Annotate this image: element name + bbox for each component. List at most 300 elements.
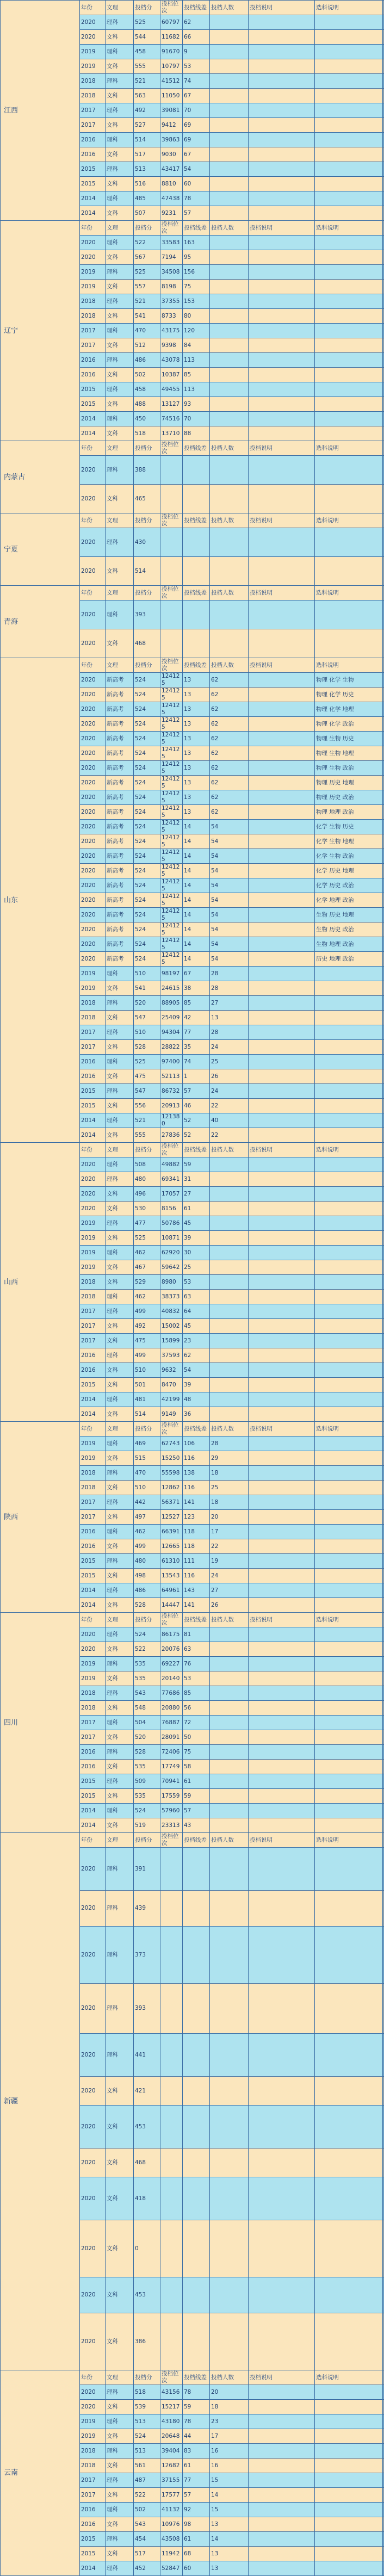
table-cell <box>249 309 315 324</box>
column-header: 投档人数 <box>210 658 249 673</box>
table-cell: 56 <box>183 1701 210 1716</box>
table-cell: 2020 <box>80 600 106 629</box>
table-cell <box>383 177 384 191</box>
table-cell <box>210 412 249 426</box>
table-cell: 13 <box>183 776 210 790</box>
table-cell: 452 <box>134 2561 160 2576</box>
table-cell: 61 <box>183 2532 210 2547</box>
table-cell: 文科 <box>106 2106 134 2148</box>
table-cell: 14 <box>183 908 210 922</box>
table-cell <box>249 1246 315 1260</box>
table-cell: 理科 <box>106 15 134 30</box>
table-cell: 文科 <box>106 1671 134 1686</box>
table-cell <box>210 191 249 206</box>
table-cell: 2017 <box>80 2473 106 2488</box>
table-cell <box>183 2077 210 2106</box>
table-cell <box>315 2517 383 2532</box>
table-cell <box>249 147 315 162</box>
table-cell: 2020 <box>80 2277 106 2313</box>
table-cell: 27 <box>183 1187 210 1202</box>
table-cell <box>249 324 315 338</box>
column-header: 投档分 <box>134 1833 160 1848</box>
table-cell: 2020 <box>80 937 106 952</box>
table-cell <box>315 2077 383 2106</box>
table-cell <box>315 294 383 309</box>
table-cell: 28 <box>210 1436 249 1451</box>
table-cell: 2020 <box>80 878 106 893</box>
table-cell: 文科 <box>106 2077 134 2106</box>
table-cell <box>210 103 249 118</box>
table-cell: 487 <box>134 2473 160 2488</box>
table-cell: 67 <box>183 967 210 981</box>
column-header: 投档人数 <box>210 221 249 236</box>
table-cell: 2017 <box>80 1025 106 1040</box>
table-cell <box>383 2414 384 2429</box>
table-cell <box>315 2414 383 2429</box>
table-cell <box>383 1319 384 1334</box>
table-cell <box>315 456 383 485</box>
table-cell <box>315 1510 383 1525</box>
table-cell: 2020 <box>80 1172 106 1187</box>
table-cell <box>383 368 384 382</box>
column-header: 投档分 <box>134 586 160 600</box>
table-cell <box>383 2385 384 2400</box>
table-cell <box>210 265 249 280</box>
table-cell: 516 <box>134 177 160 191</box>
table-cell: 2014 <box>80 191 106 206</box>
table-cell: 124125 <box>160 688 183 702</box>
table-cell <box>383 557 384 586</box>
table-cell: 502 <box>134 2503 160 2517</box>
table-cell: 475 <box>134 1334 160 1348</box>
column-header: 年份 <box>80 2370 106 2385</box>
table-cell <box>249 1099 315 1113</box>
table-cell: 17057 <box>160 1187 183 1202</box>
table-cell: 化学 生物 历史 <box>315 820 383 834</box>
table-cell: 2020 <box>80 702 106 717</box>
table-cell: 2020 <box>80 528 106 557</box>
table-cell <box>210 1304 249 1319</box>
column-header: 投档人数 <box>210 1833 249 1848</box>
table-cell: 62 <box>210 746 249 761</box>
table-cell: 27 <box>210 996 249 1011</box>
table-cell <box>383 1466 384 1481</box>
table-cell <box>183 1891 210 1927</box>
table-cell <box>315 397 383 412</box>
table-cell: 2018 <box>80 996 106 1011</box>
table-cell <box>249 1290 315 1304</box>
table-cell <box>160 629 183 658</box>
table-cell <box>383 849 384 864</box>
table-cell: 化学 生物 地理 <box>315 834 383 849</box>
table-cell: 理科 <box>106 133 134 147</box>
table-cell <box>315 485 383 513</box>
table-cell: 486 <box>134 353 160 368</box>
table-cell: 2017 <box>80 2488 106 2503</box>
column-header: 文理 <box>106 1143 134 1157</box>
column-header: 选科说明 <box>315 441 383 456</box>
table-cell: 124125 <box>160 864 183 878</box>
table-cell: 388 <box>134 456 160 485</box>
table-cell <box>383 1927 384 1984</box>
table-cell: 2016 <box>80 368 106 382</box>
table-cell: 新高考 <box>106 673 134 688</box>
table-cell: 44 <box>183 2429 210 2444</box>
table-cell: 116 <box>183 1451 210 1466</box>
table-cell: 2020 <box>80 673 106 688</box>
table-cell: 78 <box>183 191 210 206</box>
table-cell: 41132 <box>160 2503 183 2517</box>
table-cell: 69 <box>183 133 210 147</box>
table-cell: 520 <box>134 1730 160 1745</box>
table-cell: 43417 <box>160 162 183 177</box>
table-cell <box>383 1275 384 1290</box>
table-cell <box>249 1025 315 1040</box>
header-row <box>1 658 384 673</box>
table-cell: 化学 地理 政治 <box>315 893 383 908</box>
table-cell <box>315 996 383 1011</box>
table-cell: 24 <box>210 1569 249 1583</box>
table-cell <box>160 1891 183 1927</box>
table-cell <box>315 1025 383 1040</box>
table-cell: 514 <box>134 557 160 586</box>
table-cell <box>383 1510 384 1525</box>
table-cell <box>210 1334 249 1348</box>
table-cell: 2017 <box>80 1319 106 1334</box>
table-cell <box>383 1128 384 1143</box>
table-cell: 新高考 <box>106 922 134 937</box>
table-cell <box>315 280 383 294</box>
table-cell <box>249 746 315 761</box>
table-cell <box>383 191 384 206</box>
table-cell: 2020 <box>80 908 106 922</box>
table-cell: 2019 <box>80 967 106 981</box>
province-name: 辽宁 <box>1 221 80 441</box>
table-cell: 新高考 <box>106 937 134 952</box>
table-cell <box>315 2532 383 2547</box>
table-cell <box>315 1451 383 1466</box>
table-cell <box>210 1275 249 1290</box>
table-cell <box>249 1804 315 1818</box>
table-cell: 81 <box>183 1627 210 1642</box>
table-cell: 74 <box>183 74 210 89</box>
table-cell: 37593 <box>160 1348 183 1363</box>
table-cell: 524 <box>134 717 160 732</box>
table-cell: 53 <box>183 1275 210 1290</box>
table-cell <box>315 2459 383 2473</box>
table-cell <box>249 118 315 133</box>
table-cell <box>315 1760 383 1774</box>
table-cell: 28 <box>210 1025 249 1040</box>
table-cell: 62 <box>183 15 210 30</box>
table-cell: 2020 <box>80 1984 106 2034</box>
table-cell: 文科 <box>106 1730 134 1745</box>
column-header: 投档分 <box>134 1422 160 1436</box>
table-cell: 17749 <box>160 1760 183 1774</box>
table-cell: 2020 <box>80 717 106 732</box>
table-cell: 理科 <box>106 1290 134 1304</box>
table-cell <box>210 324 249 338</box>
table-cell: 488 <box>134 397 160 412</box>
table-cell <box>249 629 315 658</box>
table-cell <box>160 485 183 513</box>
table-cell: 70 <box>183 412 210 426</box>
column-header: 投档说明 <box>249 1 315 15</box>
column-header: 投档说明 <box>249 1422 315 1436</box>
table-cell: 理科 <box>106 2503 134 2517</box>
table-cell: 64961 <box>160 1583 183 1598</box>
table-cell: 2020 <box>80 2106 106 2148</box>
table-cell: 450 <box>134 412 160 426</box>
table-cell: 理科 <box>106 1436 134 1451</box>
table-cell: 57 <box>183 206 210 221</box>
table-cell: 45 <box>183 1216 210 1231</box>
table-cell: 理科 <box>106 45 134 59</box>
table-cell: 453 <box>134 2277 160 2313</box>
column-header: 年份 <box>80 1 106 15</box>
table-cell: 理科 <box>106 1055 134 1069</box>
table-cell: 2020 <box>80 236 106 250</box>
table-cell <box>383 89 384 103</box>
province-name: 四川 <box>1 1613 80 1833</box>
table-cell: 8198 <box>160 280 183 294</box>
table-cell <box>383 2473 384 2488</box>
table-cell: 8470 <box>160 1378 183 1392</box>
table-cell: 物理 化学 生物 <box>315 673 383 688</box>
table-cell <box>315 1084 383 1099</box>
table-cell: 新高考 <box>106 893 134 908</box>
table-cell <box>383 397 384 412</box>
table-cell: 理科 <box>106 1774 134 1789</box>
table-cell: 2018 <box>80 1466 106 1481</box>
table-cell <box>210 1716 249 1730</box>
table-cell: 13 <box>183 717 210 732</box>
table-cell <box>383 1040 384 1055</box>
table-cell <box>383 1891 384 1927</box>
table-cell: 22 <box>210 1539 249 1554</box>
table-cell: 24 <box>210 1040 249 1055</box>
table-cell: 64 <box>183 1304 210 1319</box>
table-cell: 2017 <box>80 1304 106 1319</box>
table-cell <box>249 1466 315 1481</box>
table-cell: 38 <box>183 981 210 996</box>
table-cell: 544 <box>134 30 160 45</box>
province-name: 宁夏 <box>1 513 80 586</box>
table-cell: 2020 <box>80 2077 106 2106</box>
table-cell: 43508 <box>160 2532 183 2547</box>
table-cell <box>383 952 384 967</box>
table-cell: 物理 历史 政治 <box>315 790 383 805</box>
table-cell: 78 <box>183 2385 210 2400</box>
table-cell <box>315 2277 383 2313</box>
table-cell: 118 <box>183 1525 210 1539</box>
table-cell: 37355 <box>160 294 183 309</box>
table-cell: 文科 <box>106 118 134 133</box>
table-cell: 2019 <box>80 981 106 996</box>
table-cell <box>249 382 315 397</box>
table-cell: 文科 <box>106 1319 134 1334</box>
table-cell: 62 <box>183 1348 210 1363</box>
table-cell: 373 <box>134 1927 160 1984</box>
table-cell <box>249 996 315 1011</box>
column-header: 投档线差 <box>183 513 210 528</box>
table-cell <box>383 1055 384 1069</box>
column-header: 投档位次 <box>160 221 183 236</box>
table-cell: 69 <box>183 118 210 133</box>
table-cell <box>249 1319 315 1334</box>
table-cell: 52113 <box>160 1069 183 1084</box>
table-cell <box>383 1583 384 1598</box>
column-header: 选科说明 <box>315 513 383 528</box>
table-cell <box>249 191 315 206</box>
table-cell: 524 <box>134 1627 160 1642</box>
table-cell: 理科 <box>106 2385 134 2400</box>
table-cell <box>383 2148 384 2177</box>
table-cell <box>315 1701 383 1716</box>
column-header: 投档位次 <box>160 513 183 528</box>
table-cell <box>315 1260 383 1275</box>
table-cell <box>249 74 315 89</box>
table-cell <box>383 1657 384 1671</box>
table-cell <box>210 309 249 324</box>
table-cell: 525 <box>134 1231 160 1246</box>
table-cell <box>210 368 249 382</box>
table-cell <box>249 2488 315 2503</box>
table-cell <box>315 2488 383 2503</box>
table-cell: 2019 <box>80 1260 106 1275</box>
column-header: 投档线差 <box>183 1833 210 1848</box>
table-cell <box>160 2277 183 2313</box>
table-cell <box>249 1172 315 1187</box>
table-cell: 2018 <box>80 1481 106 1495</box>
table-cell: 20880 <box>160 1701 183 1716</box>
table-cell: 524 <box>134 834 160 849</box>
table-cell <box>315 368 383 382</box>
table-cell <box>210 89 249 103</box>
table-cell <box>210 2077 249 2106</box>
table-cell: 86175 <box>160 1627 183 1642</box>
table-cell: 14 <box>183 893 210 908</box>
table-cell: 文科 <box>106 2488 134 2503</box>
column-header: 投档分 <box>134 2370 160 2385</box>
table-cell <box>315 1716 383 1730</box>
column-header: 选科说明 <box>315 586 383 600</box>
column-header: 投档人数 <box>210 1422 249 1436</box>
table-cell <box>249 1789 315 1804</box>
table-cell <box>315 353 383 368</box>
table-cell: 54 <box>210 937 249 952</box>
table-cell: 499 <box>134 1348 160 1363</box>
table-cell: 18 <box>210 1466 249 1481</box>
table-cell: 2014 <box>80 1804 106 1818</box>
header-row <box>1 441 384 456</box>
table-cell: 124125 <box>160 776 183 790</box>
column-header: 投档说明 <box>249 221 315 236</box>
table-cell: 理科 <box>106 2444 134 2459</box>
table-cell: 61 <box>183 1202 210 1216</box>
table-cell <box>383 1407 384 1422</box>
table-cell: 62 <box>210 702 249 717</box>
table-cell <box>249 1392 315 1407</box>
table-cell: 理科 <box>106 1848 134 1891</box>
table-cell: 14 <box>183 849 210 864</box>
table-cell: 54 <box>210 878 249 893</box>
column-header: 年份 <box>80 1143 106 1157</box>
table-cell <box>183 2106 210 2148</box>
table-cell: 508 <box>134 1157 160 1172</box>
table-cell: 理科 <box>106 1686 134 1701</box>
table-cell <box>249 1069 315 1084</box>
table-cell: 524 <box>134 805 160 820</box>
table-cell <box>160 2148 183 2177</box>
table-cell <box>210 74 249 89</box>
table-cell: 470 <box>134 1466 160 1481</box>
table-cell <box>315 2561 383 2576</box>
table-cell <box>315 528 383 557</box>
table-cell <box>210 206 249 221</box>
table-cell <box>383 2277 384 2313</box>
table-cell <box>315 1730 383 1745</box>
table-cell: 69341 <box>160 1172 183 1187</box>
table-cell <box>210 1246 249 1260</box>
table-cell <box>383 2517 384 2532</box>
header-row <box>1 586 384 600</box>
table-cell: 23 <box>210 2414 249 2429</box>
table-cell <box>383 2561 384 2576</box>
column-header: 年份 <box>80 1833 106 1848</box>
table-cell <box>210 133 249 147</box>
table-cell: 文科 <box>106 485 134 513</box>
table-cell: 2018 <box>80 1290 106 1304</box>
table-cell: 124125 <box>160 790 183 805</box>
table-cell: 2020 <box>80 485 106 513</box>
column-header: 年份 <box>80 221 106 236</box>
table-cell <box>249 820 315 834</box>
table-cell: 68 <box>183 2547 210 2561</box>
table-cell: 386 <box>134 2313 160 2370</box>
table-cell: 14 <box>183 922 210 937</box>
table-cell <box>210 1760 249 1774</box>
table-cell: 2020 <box>80 557 106 586</box>
table-cell: 124125 <box>160 849 183 864</box>
table-cell: 生物 历史 地理 <box>315 908 383 922</box>
table-cell <box>183 1927 210 1984</box>
table-cell <box>249 2429 315 2444</box>
table-cell: 2020 <box>80 893 106 908</box>
table-cell: 26 <box>210 1069 249 1084</box>
table-cell <box>315 1290 383 1304</box>
table-cell: 2018 <box>80 2444 106 2459</box>
table-cell <box>210 118 249 133</box>
table-cell: 物理 化学 历史 <box>315 688 383 702</box>
table-cell: 15899 <box>160 1334 183 1348</box>
table-cell <box>249 1891 315 1927</box>
table-cell: 28 <box>210 967 249 981</box>
table-cell <box>383 1745 384 1760</box>
table-cell: 1 <box>183 1069 210 1084</box>
table-cell: 522 <box>134 236 160 250</box>
table-cell: 469 <box>134 1436 160 1451</box>
table-cell: 61 <box>183 2459 210 2473</box>
column-header: 选科说明 <box>315 1143 383 1157</box>
table-cell: 124125 <box>160 937 183 952</box>
table-cell: 新高考 <box>106 717 134 732</box>
table-cell: 2020 <box>80 2220 106 2277</box>
table-cell <box>210 236 249 250</box>
table-cell: 477 <box>134 1216 160 1231</box>
table-cell: 80 <box>183 309 210 324</box>
table-cell: 54 <box>210 922 249 937</box>
